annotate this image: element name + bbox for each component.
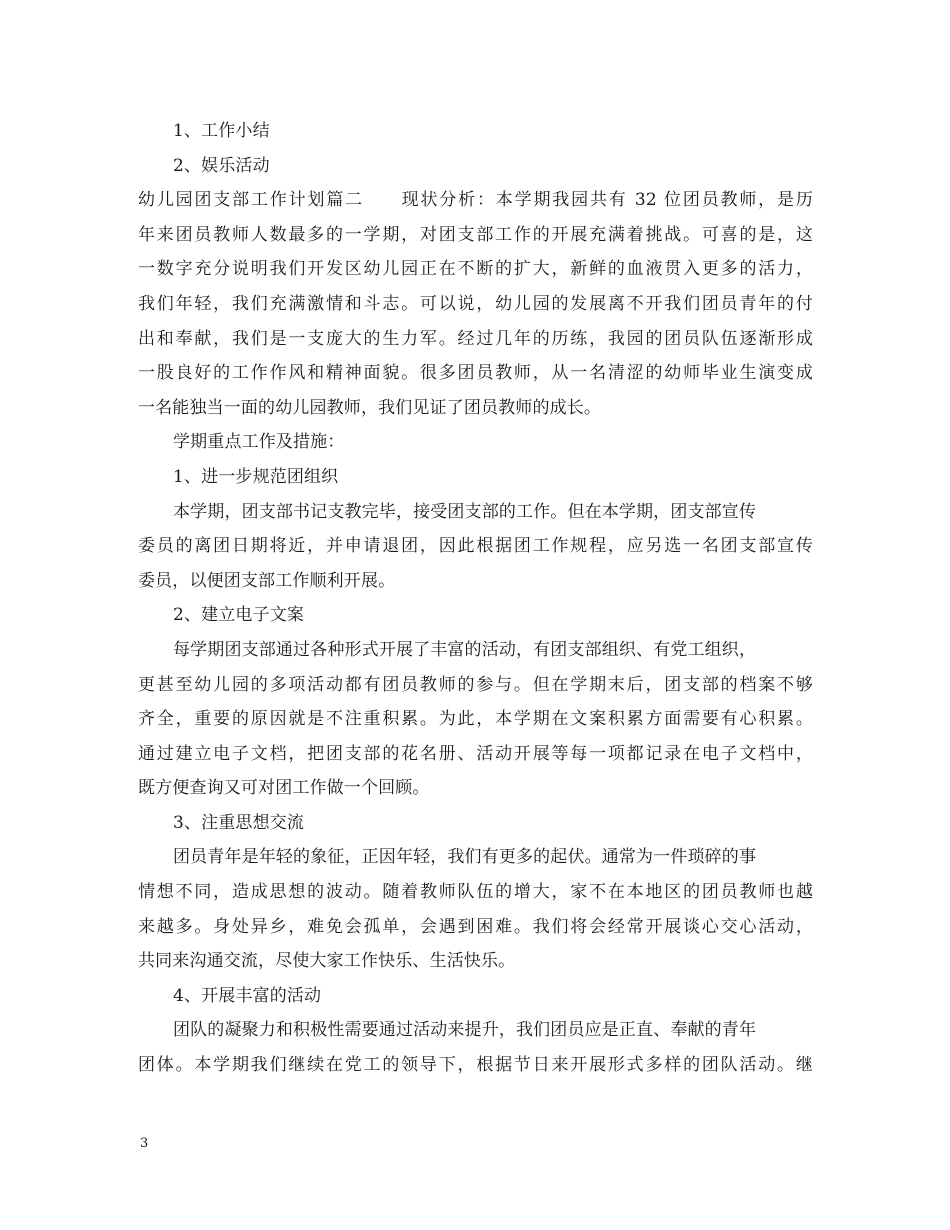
text-line: 4、开展丰富的活动	[173, 985, 322, 1006]
text-line: 1、工作小结	[173, 121, 270, 141]
text-line: 通过建立电子文档，把团支部的花名册、活动开展等每一项都记录在电子文档中，	[138, 743, 813, 764]
text-line: 既方便查询又可对团工作做一个回顾。	[138, 778, 430, 799]
text-line: 3、注重思想交流	[173, 812, 305, 833]
document-body	[138, 114, 813, 1083]
page-number: 3	[140, 1136, 149, 1151]
text-line: 委员的离团日期将近，并申请退团，因此根据团工作规程，应另选一名团支部宣传	[138, 536, 813, 557]
text-line: 情想不同，造成思想的波动。随着教师队伍的增大，家不在本地区的团员教师也越	[138, 882, 813, 903]
text-line: 来越多。身处异乡，难免会孤单，会遇到困难。我们将会经常开展谈心交心活动，	[138, 916, 813, 937]
text-line: 团队的凝聚力和积极性需要通过活动来提升，我们团员应是正直、奉献的青年	[173, 1020, 757, 1041]
text-line: 2、娱乐活动	[173, 155, 270, 176]
text-line: 委员，以便团支部工作顺利开展。	[138, 570, 396, 591]
text-line: 我们年轻，我们充满激情和斗志。可以说，幼儿园的发展离不开我们团员青年的付	[138, 293, 813, 314]
text-line: 更甚至幼儿园的多项活动都有团员教师的参与。但在学期末后，团支部的档案不够	[138, 674, 813, 695]
text-line: 本学期，团支部书记支教完毕，接受团支部的工作。但在本学期，团支部宣传	[173, 501, 757, 522]
text-line: 学期重点工作及措施：	[173, 432, 345, 453]
text-line: 团体。本学期我们继续在党工的领导下，根据节日来开展形式多样的团队活动。继	[138, 1055, 813, 1076]
text-line: 团员青年是年轻的象征，正因年轻，我们有更多的起伏。通常为一件琐碎的事	[173, 847, 757, 868]
text-line: 年来团员教师人数最多的一学期，对团支部工作的开展充满着挑战。可喜的是，这	[138, 224, 813, 245]
text-line: 幼儿园团支部工作计划篇二 现状分析：本学期我园共有 32 位团员教师，是历	[138, 190, 813, 211]
text-line: 一数字充分说明我们开发区幼儿园正在不断的扩大，新鲜的血液贯入更多的活力，	[138, 259, 813, 280]
text-line: 一名能独当一面的幼儿园教师，我们见证了团员教师的成长。	[138, 397, 602, 418]
text-line: 2、建立电子文案	[173, 605, 305, 626]
text-line: 共同来沟通交流，尽使大家工作快乐、生活快乐。	[138, 951, 516, 972]
text-line: 每学期团支部通过各种形式开展了丰富的活动，有团支部组织、有党工组织，	[173, 639, 757, 660]
text-line: 一股良好的工作作风和精神面貌。很多团员教师，从一名清涩的幼师毕业生演变成	[138, 363, 813, 384]
text-line: 齐全，重要的原因就是不注重积累。为此，本学期在文案积累方面需要有心积累。	[138, 709, 813, 730]
text-line: 出和奉献，我们是一支庞大的生力军。经过几年的历练，我园的团员队伍逐渐形成	[138, 328, 813, 349]
text-line: 1、进一步规范团组织	[173, 466, 339, 487]
